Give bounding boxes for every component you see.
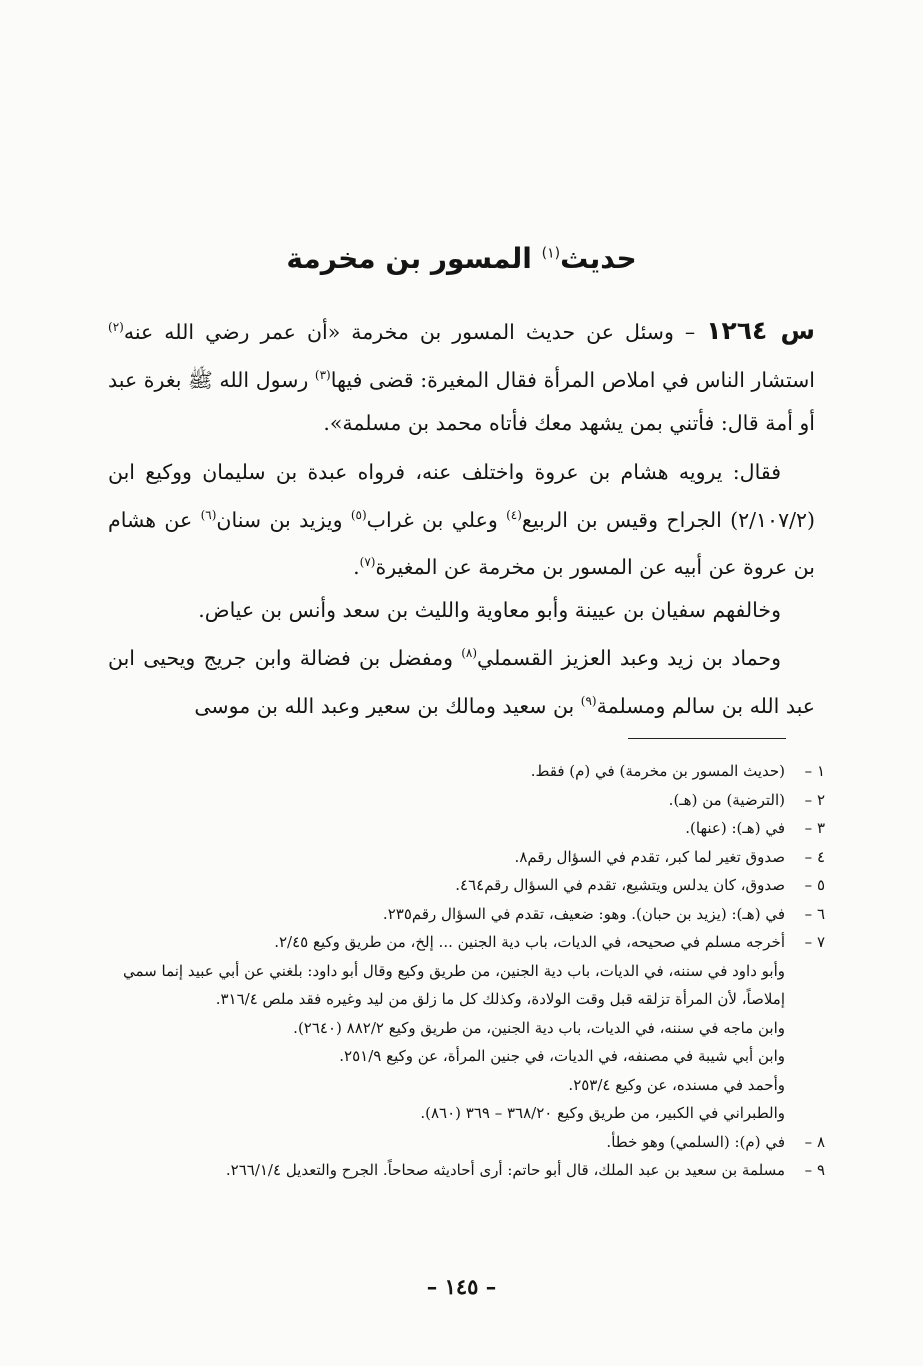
footnote-ref: (٩) [580, 694, 597, 709]
footnote-ref: (٢) [108, 320, 124, 334]
footnote-text: مسلمة بن سعيد بن عبد الملك، قال أبو حاتم: أرى أحاديثه صحاحاً. الجرح والتعديل ٢٦٦/١/٤. [225, 1161, 785, 1179]
footnote [108, 814, 825, 843]
text-run: – وسئل عن حديث المسور بن مخرمة «أن عمر رضي الله عنه [123, 319, 707, 344]
footnote [108, 843, 825, 872]
title-word: حديث [560, 242, 637, 275]
footnote-ref: (١) [541, 245, 561, 262]
footnote [108, 900, 825, 929]
footnote-marker: ٧ – [804, 933, 825, 951]
footnote-continuation [108, 1042, 825, 1071]
footnote-continuation [108, 1099, 825, 1128]
footnote-continuation [108, 1014, 825, 1043]
footnote-marker: ٢ – [804, 790, 825, 809]
text-run: بن سعيد ومالك بن سعير وعبد الله بن موسى [194, 693, 581, 718]
question-paragraph [108, 306, 815, 445]
text-run: رسول الله ﷺ بغرة عبد أو أمة قال: فأتني بمن يشهد معك فأتاه محمد بن مسلمة». [108, 367, 815, 435]
text-run: استشار الناس في املاص المرأة فقال المغيرة: قضى فيها [330, 367, 815, 392]
footnote [108, 1128, 825, 1157]
footnote-text: في (هـ): (يزيد بن حبان). وهو: ضعيف، تقدم في السؤال رقم٢٣٥. [382, 904, 785, 923]
footnote-marker: ٥ – [804, 876, 825, 894]
footnote-ref: (٥) [350, 507, 367, 522]
footnote-marker: ٨ – [804, 1132, 825, 1151]
answer-paragraph [108, 632, 815, 728]
footnote-text: في (م): (السلمي) وهو خطأ. [606, 1132, 785, 1151]
text-run: فقال: يرويه هشام بن عروة واختلف عنه، فرواه عبدة بن سليمان ووكيع ابن (٢/١٠٧/٢) الجراح وقيس بن الربيع [108, 459, 815, 532]
footnote-text: (حديث المسور بن مخرمة) في (م) فقط. [530, 762, 785, 780]
footnote-continuation [108, 957, 825, 1014]
footnote-text: أخرجه مسلم في صحيحه، في الديات، باب دية الجنين ... إلخ، من طريق وكيع ٢/٤٥. [274, 933, 785, 951]
footnote-ref: (٦) [200, 507, 217, 522]
footnote-separator [628, 738, 786, 739]
footnote-text: وابن أبي شيبة في مصنفه، في الديات، في جنين المرأة، عن وكيع ٢٥١/٩. [339, 1047, 785, 1065]
footnotes [108, 757, 825, 1185]
footnote-marker: ١ – [804, 762, 825, 780]
footnote-marker: ٩ – [804, 1161, 825, 1179]
main-text [108, 306, 815, 728]
footnote-text: (الترضية) من (هـ). [668, 790, 785, 809]
page-title [0, 242, 923, 275]
footnote-marker: ٣ – [804, 819, 825, 837]
text-run: ومفضل بن فضالة وابن جريج ويحيى ابن عبد الله بن سالم ومسلمة [108, 646, 815, 718]
footnote-continuation [108, 1071, 825, 1100]
footnote [108, 871, 825, 900]
footnote-text: وابن ماجه في سننه، في الديات، باب دية الجنين، من طريق وكيع ٨٨٢/٢ (٢٦٤٠). [293, 1018, 785, 1037]
footnote [108, 786, 825, 815]
footnote-ref: (٣) [314, 367, 331, 382]
footnote [108, 928, 825, 957]
footnote-marker: ٦ – [804, 904, 825, 923]
footnote-text: صدوق تغير لما كبر، تقدم في السؤال رقم٨. [514, 847, 785, 866]
footnote-text: وأبو داود في سننه، في الديات، باب دية الجنين، من طريق وكيع وقال أبو داود: بلغني عن أبي عبيد إنما سمي إملاصاً، لأن المرأة تزلقه قبل وقت الولادة، وكذلك كل ما زلق من ليد وغيره فقد ملص ٣١٦/٤. [123, 961, 785, 1008]
text-run: . [353, 555, 360, 580]
answer-paragraph: وخالفهم سفيان بن عيينة وأبو معاوية والليث بن سعد وأنس بن عياض. [198, 598, 781, 623]
answer-paragraph [108, 451, 815, 590]
footnote-ref: (٤) [506, 507, 522, 522]
title-name: المسور بن مخرمة [286, 242, 542, 275]
text-run: وعلي بن غراب [366, 507, 507, 532]
footnote-text: صدوق، كان يدلس ويتشيع، تقدم في السؤال رقم٤٦٤. [455, 876, 785, 894]
footnote-ref: (٧) [359, 555, 376, 570]
question-number: س ١٢٦٤ [706, 315, 815, 345]
footnote-text: والطبراني في الكبير، من طريق وكيع ٣٦٨/٢٠ – ٣٦٩ (٨٦٠). [420, 1104, 785, 1122]
text-run: وحماد بن زيد وعبد العزيز القسملي [477, 646, 781, 671]
footnote-text: وأحمد في مسنده، عن وكيع ٢٥٣/٤. [568, 1075, 785, 1094]
footnote [108, 1156, 825, 1185]
footnote [108, 757, 825, 786]
text-run: عن هشام بن عروة عن أبيه عن المسور بن مخرمة عن المغيرة [108, 507, 815, 580]
footnote-text: في (هـ): (عنها). [685, 819, 785, 837]
footnote-marker: ٤ – [804, 847, 825, 866]
page-number: – ١٤٥ – [426, 1274, 497, 1299]
text-run: ويزيد بن سنان [216, 507, 351, 532]
footnote-ref: (٨) [461, 646, 478, 661]
